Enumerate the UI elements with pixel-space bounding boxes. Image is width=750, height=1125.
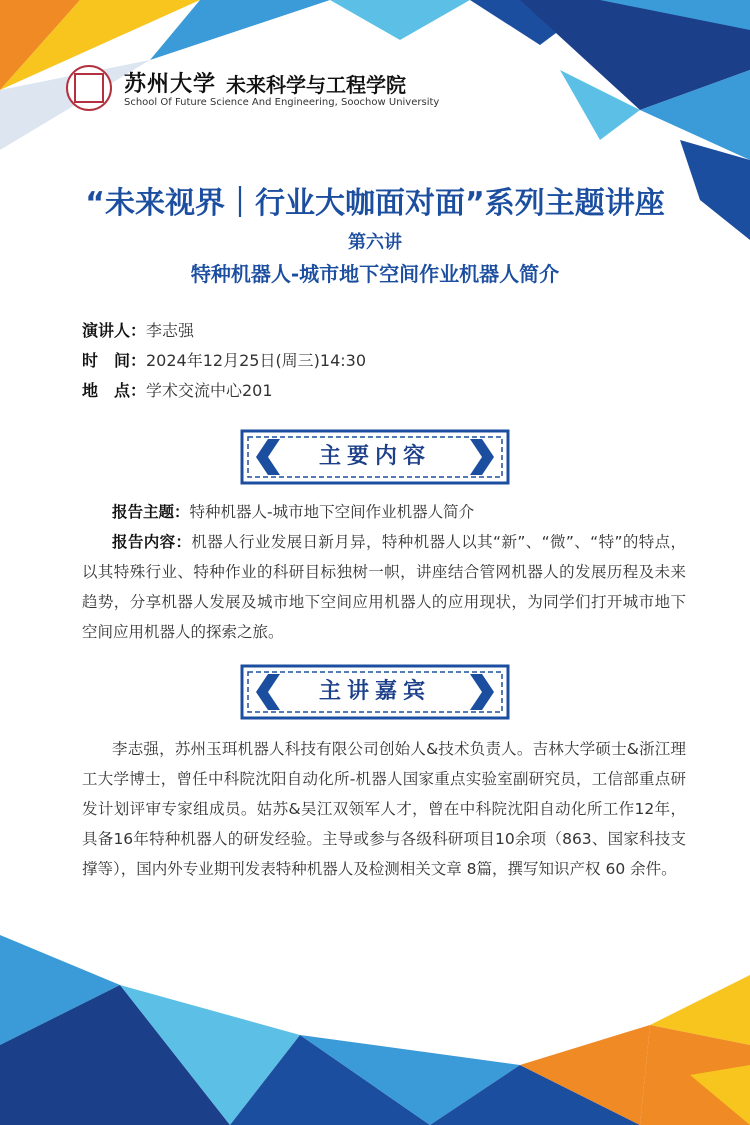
school-logo — [66, 65, 440, 115]
lecture-number: 第六讲 — [348, 232, 402, 253]
content-label: 报告内容： — [112, 533, 192, 551]
series-title: “未来视界｜行业大咖面对面”系列主题讲座 — [85, 186, 665, 221]
time-line — [82, 348, 366, 371]
report-content — [82, 527, 686, 647]
speaker-value: 李志强 — [146, 321, 195, 340]
topic-label: 报告主题： — [112, 503, 190, 521]
place-label: 地 点： — [82, 381, 147, 400]
guest-section-banner — [240, 664, 510, 720]
place-value: 学术交流中心201 — [146, 381, 273, 400]
content-section-heading: 主要内容 — [318, 444, 431, 469]
content-section-banner — [240, 429, 510, 485]
report-topic — [82, 497, 686, 527]
content-text: 机器人行业发展日新月异，特种机器人以其“新”、“微”、“特”的特点，以其特殊行业、特种作业的科研目标独树一帜，讲座结合管网机器人的发展历程及未来趋势，分享机器人发展及城市地下空间应用机器人的应用现状，为同学们打开城市地下空间应用机器人的探索之旅。 — [82, 533, 686, 641]
topic-text: 特种机器人-城市地下空间作业机器人简介 — [189, 503, 475, 521]
speaker-line — [82, 318, 194, 341]
university-seal-icon — [66, 65, 112, 111]
time-label: 时 间： — [82, 351, 147, 370]
place-line — [82, 378, 273, 401]
guest-bio: 李志强，苏州玉珥机器人科技有限公司创始人&技术负责人。吉林大学硕士&浙江理工大学博士，曾任中科院沈阳自动化所-机器人国家重点实验室副研究员，工信部重点研发计划评审专家组成员。姑苏&吴江双领军人才，曾在中科院沈阳自动化所工作12年，具备16年特种机器人的研发经验。主导或参与各级科研项目10余项（863、国家科技支撑等），国内外专业期刊发表特种机器人及检测相关文章 8篇，撰写知识产权 60 余件。 — [82, 740, 687, 878]
guest-section-heading: 主讲嘉宾 — [318, 679, 431, 704]
university-name: 苏州大学 — [124, 71, 217, 97]
school-name: 未来科学与工程学院 — [226, 73, 406, 97]
lecture-title: 特种机器人-城市地下空间作业机器人简介 — [190, 262, 560, 286]
time-value: 2024年12月25日(周三)14:30 — [146, 351, 367, 370]
school-name-en: School Of Future Science And Engineering, Soochow University — [124, 97, 440, 108]
bottom-decoration — [0, 915, 750, 1125]
speaker-label: 演讲人： — [82, 321, 147, 340]
